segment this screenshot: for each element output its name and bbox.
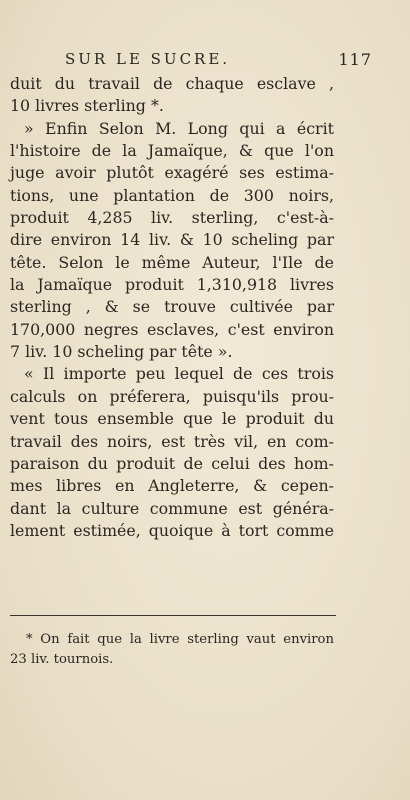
text-line: produit 4,285 liv. sterling, c'est-à- bbox=[10, 208, 334, 228]
text-line: juge avoir plutôt exagéré ses estima- bbox=[10, 163, 334, 183]
footnote-rule bbox=[10, 615, 336, 616]
text-line: tions, une plantation de 300 noirs, bbox=[10, 185, 334, 205]
text-line: l'histoire de la Jamaïque, & que l'on bbox=[10, 141, 334, 161]
text-line: lement estimée, quoique à tort comme bbox=[10, 520, 334, 540]
text-line: la Jamaïque produit 1,310,918 livres bbox=[10, 275, 334, 295]
text-line: dant la culture commune est généra- bbox=[10, 498, 334, 518]
text-line: « Il importe peu lequel de ces trois bbox=[24, 364, 334, 384]
text-line: travail des noirs, est très vil, en com- bbox=[10, 431, 334, 451]
text-line: mes libres en Angleterre, & cepen- bbox=[10, 476, 334, 496]
text-line: » Enfin Selon M. Long qui a écrit bbox=[24, 118, 334, 138]
text-line: 10 livres sterling *. bbox=[10, 96, 164, 116]
footnote-line: 23 liv. tournois. bbox=[10, 652, 114, 667]
page-number: 117 bbox=[338, 50, 372, 69]
text-line: 170,000 negres esclaves, c'est environ bbox=[10, 319, 334, 339]
footnote-line: * On fait que la livre sterling vaut environ bbox=[26, 632, 334, 647]
running-head bbox=[60, 50, 372, 72]
text-line: dire environ 14 liv. & 10 scheling par bbox=[10, 230, 334, 250]
text-line: vent tous ensemble que le produit du bbox=[10, 409, 334, 429]
running-title: SUR LE SUCRE. bbox=[65, 50, 231, 68]
text-line: calculs on préferera, puisqu'ils prou- bbox=[10, 386, 334, 406]
body-text bbox=[10, 73, 334, 542]
text-line: sterling , & se trouve cultivée par bbox=[10, 297, 334, 317]
text-line: paraison du produit de celui des hom- bbox=[10, 453, 334, 473]
text-line: 7 liv. 10 scheling par tête ». bbox=[10, 342, 233, 362]
footnote bbox=[10, 630, 334, 670]
text-line: tête. Selon le même Auteur, l'Ile de bbox=[10, 252, 334, 272]
text-line: duit du travail de chaque esclave , bbox=[10, 74, 334, 93]
